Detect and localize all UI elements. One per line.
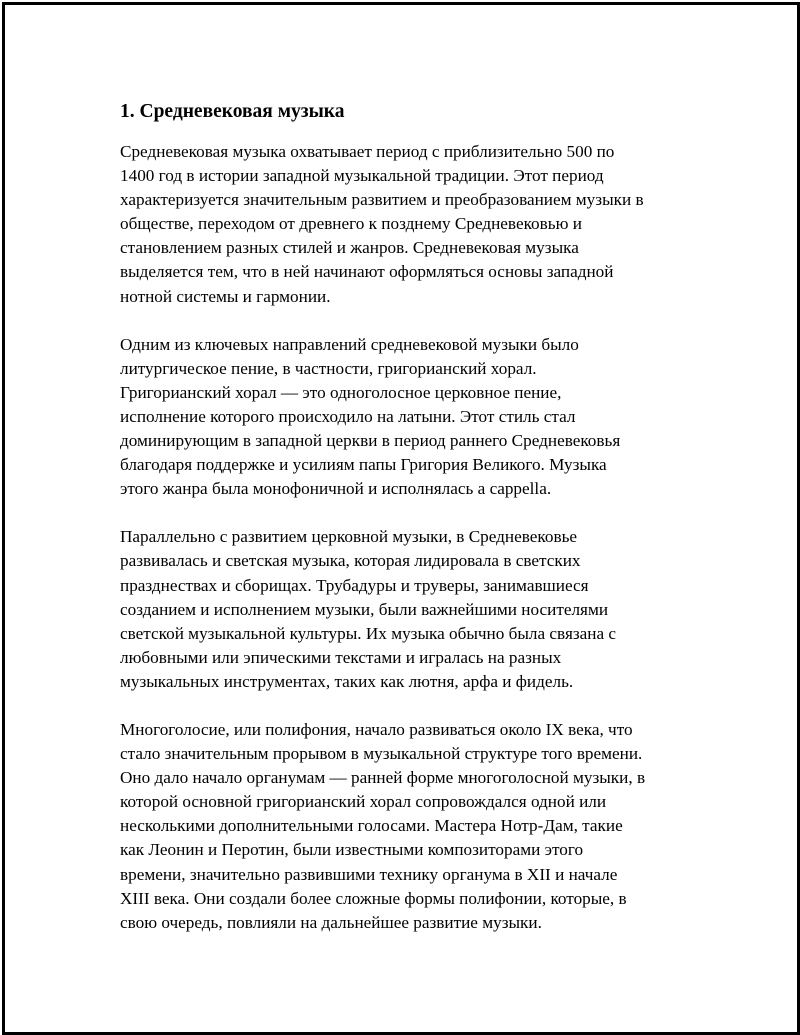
paragraphs-container xyxy=(120,140,700,935)
paragraph-line: становлением разных стилей и жанров. Средневековая музыка xyxy=(120,238,579,258)
paragraph-1 xyxy=(120,140,700,309)
paragraph-line: Параллельно с развитием церковной музыки, в Средневековье xyxy=(120,527,578,547)
paragraph-3 xyxy=(120,525,700,694)
paragraph-line: светской музыкальной культуры. Их музыка обычно была связана с xyxy=(120,623,617,643)
document-content xyxy=(120,98,700,959)
paragraph-line: Многоголосие, или полифония, начало развиваться около IX века, что xyxy=(120,719,633,739)
paragraph-line: времени, значительно развившими технику органума в XII и начале xyxy=(120,864,618,884)
paragraph-line: 1400 год в истории западной музыкальной традиции. Этот период xyxy=(120,166,604,186)
paragraph-line: доминирующим в западной церкви в период раннего Средневековья xyxy=(120,431,621,451)
paragraph-line: музыкальных инструментах, таких как лютня, арфа и фидель. xyxy=(120,671,574,691)
paragraph-line: Одним из ключевых направлений средневековой музыки было xyxy=(120,334,579,354)
paragraph-line: празднествах и сборищах. Трубадуры и труверы, занимавшиеся xyxy=(120,575,589,595)
paragraph-line: несколькими дополнительными голосами. Мастера Нотр-Дам, такие xyxy=(120,816,623,836)
paragraph-line: литургическое пение, в частности, григорианский хорал. xyxy=(120,358,537,378)
paragraph-line: обществе, переходом от древнего к позднему Средневековью и xyxy=(120,214,582,234)
page-frame xyxy=(2,2,800,1035)
paragraph-line: характеризуется значительным развитием и преобразованием музыки в xyxy=(120,190,644,210)
paragraph-line: любовными или эпическими текстами и игралась на разных xyxy=(120,647,562,667)
paragraph-line: исполнение которого происходило на латыни. Этот стиль стал xyxy=(120,406,576,426)
paragraph-line: стало значительным прорывом в музыкальной структуре того времени. xyxy=(120,744,643,764)
paragraph-line: этого жанра была монофоничной и исполнялась a cappella. xyxy=(120,479,552,499)
paragraph-line: нотной системы и гармонии. xyxy=(120,286,331,306)
paragraph-2 xyxy=(120,333,700,502)
paragraph-line: которой основной григорианский хорал сопровождался одной или xyxy=(120,792,607,812)
paragraph-line: свою очередь, повлияли на дальнейшее развитие музыки. xyxy=(120,912,542,932)
section-title: 1. Средневековая музыка xyxy=(120,101,345,122)
paragraph-line: Средневековая музыка охватывает период с приблизительно 500 по xyxy=(120,142,615,161)
paragraph-line: XIII века. Они создали более сложные формы полифонии, которые, в xyxy=(120,888,627,908)
paragraph-line: как Леонин и Перотин, были известными композиторами этого xyxy=(120,840,584,860)
paragraph-line: развивалась и светская музыка, которая лидировала в светских xyxy=(120,551,581,571)
paragraph-line: благодаря поддержке и усилиям папы Григория Великого. Музыка xyxy=(120,455,607,475)
paragraph-line: Оно дало начало органумам — ранней форме многоголосной музыки, в xyxy=(120,768,646,788)
paragraph-line: Григорианский хорал — это одноголосное церковное пение, xyxy=(120,382,562,402)
paragraph-line: созданием и исполнением музыки, были важнейшими носителями xyxy=(120,599,609,619)
paragraph-line: выделяется тем, что в ней начинают оформляться основы западной xyxy=(120,262,614,282)
paragraph-4 xyxy=(120,718,700,935)
